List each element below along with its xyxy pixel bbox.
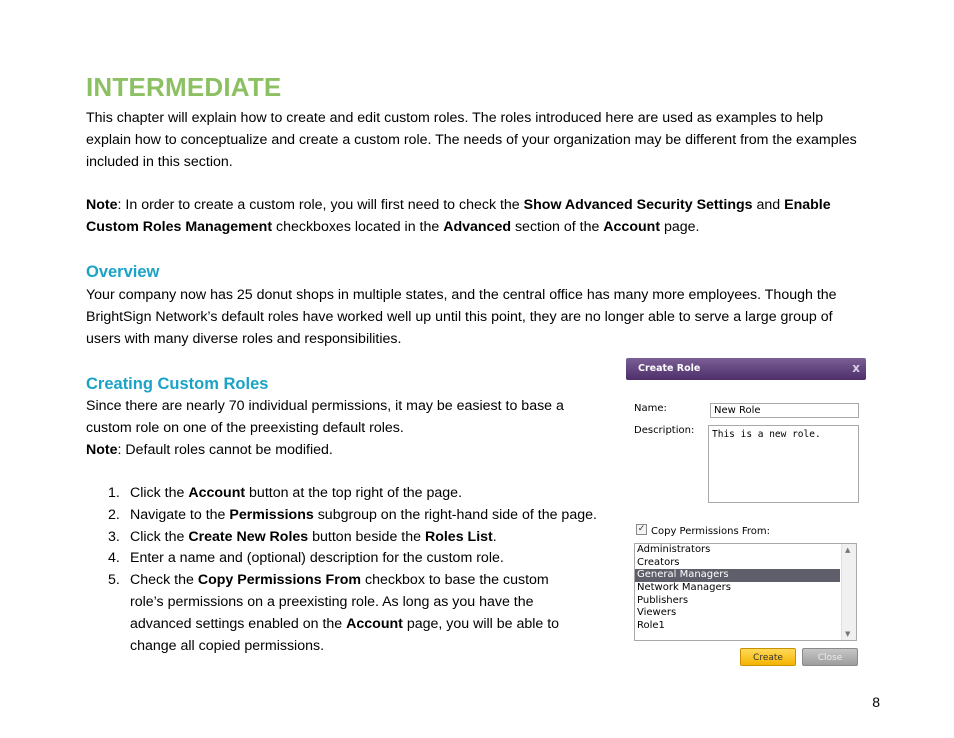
step-text: Click the xyxy=(130,485,189,501)
roles-listbox[interactable] xyxy=(634,543,857,641)
create-button[interactable]: Create xyxy=(740,648,796,666)
step-number: 4. xyxy=(108,550,120,567)
step-text: Enter a name and (optional) description for the custom role. xyxy=(130,550,504,567)
list-item xyxy=(86,548,616,570)
step-text: button at the top right of the page. xyxy=(245,485,463,501)
step-bold: Roles List xyxy=(424,528,493,545)
step-bold: Copy Permissions From xyxy=(197,572,362,589)
step-number: 2. xyxy=(108,506,120,523)
dialog-title: Create Role xyxy=(638,363,701,374)
step-text: checkbox to base the custom role’s permissions on a preexisting role. As long as you have the advanced settings enabled on the xyxy=(130,572,549,632)
page-title: INTERMEDIATE xyxy=(86,72,282,102)
default-roles-note xyxy=(86,440,601,462)
overview-paragraph: Your company now has 25 donut shops in multiple states, and the central office has many more employees. Though the BrightSign Network’s default roles have worked well up until this point, they are no longer able to serve a large group of users with many diverse roles and responsibilities. xyxy=(86,287,837,347)
note-bold-setting: Show Advanced Security Settings xyxy=(523,197,753,213)
note-bold-page: Account xyxy=(603,218,661,235)
copy-permissions-label: Copy Permissions From: xyxy=(651,526,771,537)
note-label: Note xyxy=(86,442,118,458)
scroll-down-icon[interactable]: ▼ xyxy=(845,630,851,638)
note-bold-setting: Enable Custom Roles Management xyxy=(86,197,831,235)
step-bold: Account xyxy=(188,485,246,501)
step-text: subgroup on the right-hand side of the page. xyxy=(313,506,597,523)
copy-permissions-checkbox[interactable]: ✓ xyxy=(637,524,646,534)
note-text: : In order to create a custom role, you will first need to check the xyxy=(117,197,524,213)
step-text: button beside the xyxy=(308,528,425,545)
name-field[interactable]: New Role xyxy=(710,403,859,418)
list-item xyxy=(86,570,570,657)
list-item[interactable]: Publishers xyxy=(637,594,689,606)
page-number: 8 xyxy=(872,694,880,710)
note-text: and xyxy=(752,197,785,213)
note-text: section of the xyxy=(511,218,604,235)
note-label: Note xyxy=(86,197,118,213)
step-text: Check the xyxy=(130,572,198,589)
list-item[interactable]: Administrators xyxy=(637,544,711,555)
creating-roles-paragraph: Since there are nearly 70 individual permissions, it may be easiest to base a custom role on one of the preexisting default roles. xyxy=(86,398,564,436)
note-paragraph xyxy=(86,195,866,239)
description-label: Description: xyxy=(634,425,695,436)
list-item-selected[interactable]: General Managers xyxy=(635,569,840,582)
note-text: page. xyxy=(660,218,700,235)
note-text: checkboxes located in the xyxy=(272,218,444,235)
step-bold: Account xyxy=(346,615,403,632)
step-number: 3. xyxy=(108,528,120,545)
list-item xyxy=(86,527,616,549)
step-text: . xyxy=(492,528,497,545)
list-item[interactable]: Role1 xyxy=(637,620,665,632)
listbox-scrollbar[interactable] xyxy=(841,544,856,640)
step-text: Click the xyxy=(130,528,189,545)
list-item[interactable]: Viewers xyxy=(637,607,677,619)
list-item xyxy=(86,505,616,527)
list-item[interactable]: Network Managers xyxy=(637,582,731,594)
note-bold-section: Advanced xyxy=(443,218,512,235)
close-icon[interactable]: x xyxy=(852,361,860,375)
note-text: : Default roles cannot be modified. xyxy=(117,442,333,458)
step-number: 5. xyxy=(108,572,120,589)
step-text: Navigate to the xyxy=(130,506,230,523)
scroll-up-icon[interactable]: ▲ xyxy=(845,546,851,554)
step-text: page, you will be able to change all copied permissions. xyxy=(130,615,560,654)
create-role-dialog xyxy=(626,358,866,670)
dialog-titlebar xyxy=(626,358,866,380)
close-button[interactable]: Close xyxy=(802,648,858,666)
overview-heading: Overview xyxy=(86,263,160,281)
intro-paragraph: This chapter will explain how to create and edit custom roles. The roles introduced here are used as examples to help explain how to conceptualize and create a custom role. The needs of your organization may be different from the examples included in this section. xyxy=(86,110,857,170)
step-bold: Create New Roles xyxy=(188,528,309,545)
creating-roles-heading: Creating Custom Roles xyxy=(86,375,269,393)
list-item[interactable]: Creators xyxy=(637,556,680,568)
description-field[interactable]: This is a new role. xyxy=(708,425,859,503)
step-bold: Permissions xyxy=(229,506,314,523)
list-item xyxy=(86,483,616,505)
step-number: 1. xyxy=(108,485,120,501)
steps-list xyxy=(86,483,616,657)
name-label: Name: xyxy=(634,403,667,414)
